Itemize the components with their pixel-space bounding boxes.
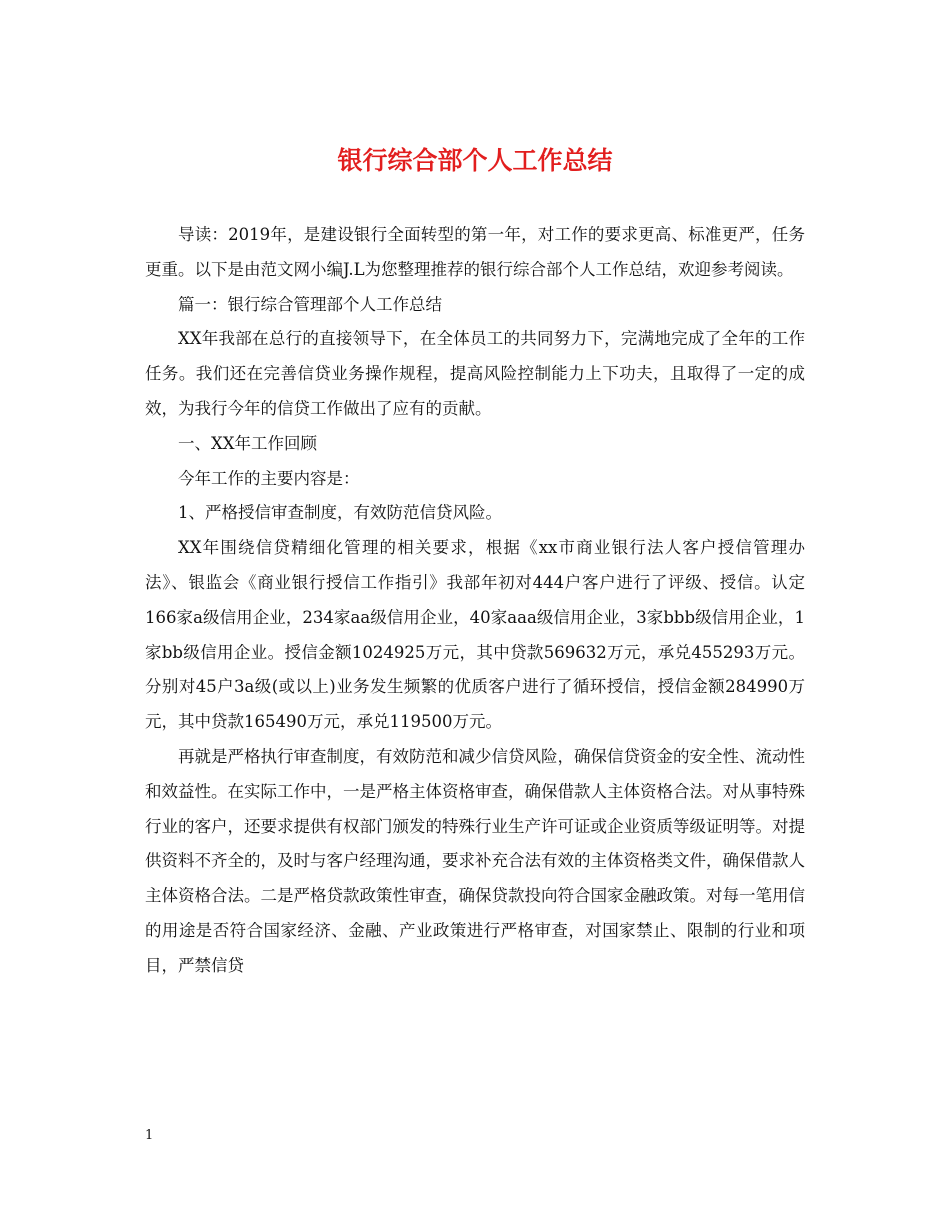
paragraph-section-heading: 篇一：银行综合管理部个人工作总结 (178, 294, 442, 314)
paragraph-credit-rating: XX年围绕信贷精细化管理的相关要求，根据《xx市商业银行法人客户授信管理办法》、银监会《商业银行授信工作指引》我部年初对444户客户进行了评级、授信。认定166家a级信用企业，234家aa级信用企业，40家aaa级信用企业，3家bbb级信用企业，1 家bb级信用企业。授信金额1024925万元，其中贷款569632万元，承兑455293万元。分别对45户3a级(或以上)业务发生频繁的优质客户进行了循环授信，授信金额284990万元，其中贷款165490万元，承兑119500万元。 (145, 538, 805, 732)
paragraph-main-content: 今年工作的主要内容是： (178, 468, 360, 488)
paragraph-item-1: 1、严格授信审查制度，有效防范信贷风险。 (178, 503, 502, 523)
paragraph-overview: XX年我部在总行的直接领导下，在全体员工的共同努力下，完满地完成了全年的工作任务。我们还在完善信贷业务操作规程，提高风险控制能力上下功夫，且取得了一定的成效，为我行今年的信贷工作做出了应有的贡献。 (145, 329, 805, 418)
paragraph-intro: 导读：2019年，是建设银行全面转型的第一年，对工作的要求更高、标准更严，任务更重。以下是由范文网小编J.L为您整理推荐的银行综合部个人工作总结，欢迎参考阅读。 (145, 225, 805, 279)
paragraph-review-system: 再就是严格执行审查制度，有效防范和减少信贷风险，确保信贷资金的安全性、流动性和效益性。在实际工作中，一是严格主体资格审查，确保借款人主体资格合法。对从事特殊行业的客户，还要求提供有权部门颁发的特殊行业生产许可证或企业资质等级证明等。对提供资料不齐全的，及时与客户经理沟通，要求补充合法有效的主体资格类文件，确保借款人主体资格合法。二是严格贷款政策性审查，确保贷款投向符合国家金融政策。对每一笔用信的用途是否符合国家经济、金融、产业政策进行严格审查，对国家禁止、限制的行业和项目，严禁信贷 (145, 746, 805, 975)
paragraph-review-heading: 一、XX年工作回顾 (178, 433, 317, 453)
document-body (145, 218, 805, 984)
page-number: 1 (145, 1128, 154, 1143)
document-title: 银行综合部个人工作总结 (337, 146, 613, 175)
